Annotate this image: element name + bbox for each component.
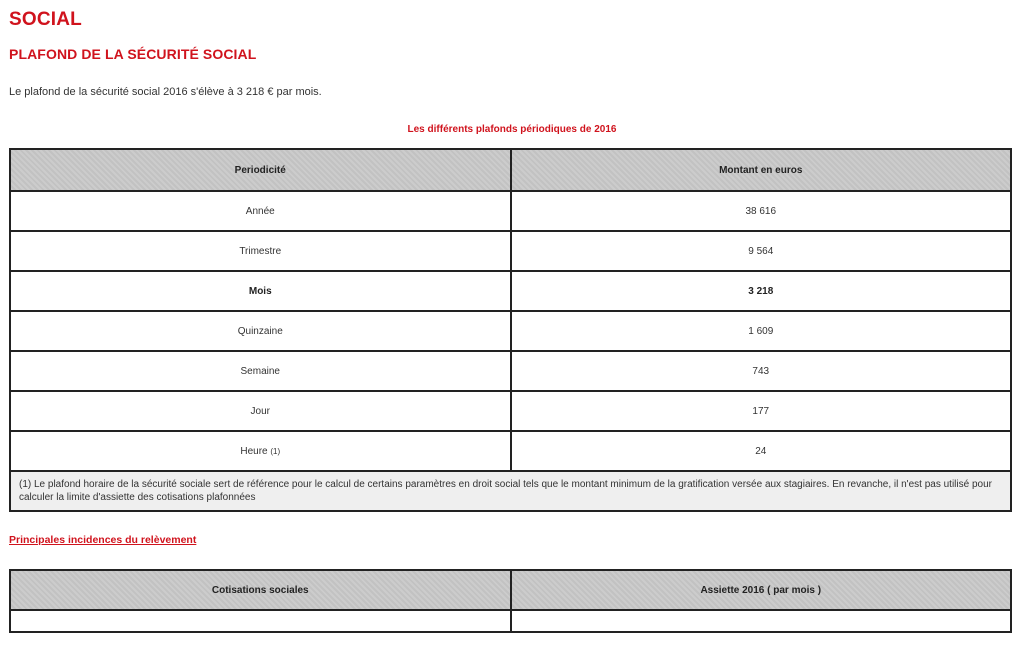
- table-row: [10, 351, 1011, 391]
- period-cell: Semaine: [10, 351, 511, 391]
- note-row: [10, 471, 1011, 511]
- table-row: [10, 311, 1011, 351]
- incidences-link[interactable]: Principales incidences du relèvement: [9, 534, 197, 546]
- period-cell: Mois: [10, 271, 511, 311]
- table-row: [10, 191, 1011, 231]
- table-row: [10, 431, 1011, 471]
- note-ref: (1): [270, 446, 281, 456]
- table-row-highlight: [10, 271, 1011, 311]
- empty-cell: [511, 610, 1012, 632]
- amount-cell: 177: [511, 391, 1012, 431]
- cotisations-table: [9, 569, 1012, 633]
- amount-cell: 38 616: [511, 191, 1012, 231]
- header-cotisations: Cotisations sociales: [10, 570, 511, 610]
- period-label: Heure: [240, 445, 268, 457]
- header-periodicite: Periodicité: [10, 149, 511, 191]
- amount-cell: 1 609: [511, 311, 1012, 351]
- table-row: [10, 231, 1011, 271]
- plafonds-table: [9, 148, 1012, 512]
- period-cell: Année: [10, 191, 511, 231]
- header-assiette: Assiette 2016 ( par mois ): [511, 570, 1012, 610]
- intro-text: Le plafond de la sécurité social 2016 s'élève à 3 218 € par mois.: [9, 86, 322, 98]
- table-header-row: [10, 570, 1011, 610]
- table-caption: Les différents plafonds périodiques de 2016: [407, 124, 617, 135]
- footnote-text: (1) Le plafond horaire de la sécurité sociale sert de référence pour le calcul de certains paramètres en droit social tels que le montant minimum de la gratification versée aux stagiaires. En revanche, il n'est pas utilisé pour calculer la limite d'assiette des cotisations plafonnées: [10, 471, 1011, 511]
- period-cell: [10, 431, 511, 471]
- empty-cell: [10, 610, 511, 632]
- amount-cell: 9 564: [511, 231, 1012, 271]
- section-title: SOCIAL: [9, 9, 82, 30]
- page-subtitle: PLAFOND DE LA SÉCURITÉ SOCIAL: [9, 46, 257, 62]
- amount-cell: 24: [511, 431, 1012, 471]
- table-row: [10, 391, 1011, 431]
- period-cell: Trimestre: [10, 231, 511, 271]
- header-montant: Montant en euros: [511, 149, 1012, 191]
- period-cell: Jour: [10, 391, 511, 431]
- table-header-row: [10, 149, 1011, 191]
- table-row: [10, 610, 1011, 632]
- amount-cell: 743: [511, 351, 1012, 391]
- amount-cell: 3 218: [511, 271, 1012, 311]
- period-cell: Quinzaine: [10, 311, 511, 351]
